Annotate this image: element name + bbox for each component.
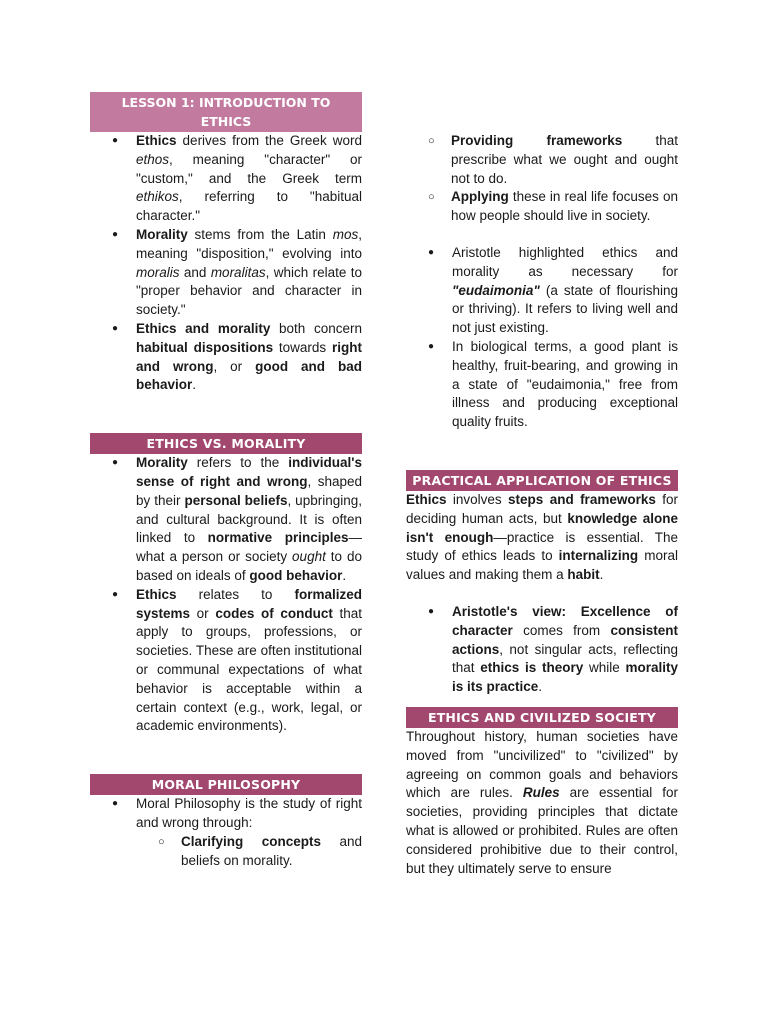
practical-application-list [406,603,678,697]
text-run: Morality [136,226,188,242]
text-run: derives from the Greek word [176,133,362,148]
text-run: Ethics and morality [136,320,271,336]
list-item [90,320,362,395]
moral-philosophy-sublist-right [360,132,678,226]
text-run: that apply to groups, professions, or societies. These are often institutional or communal expectations of what behavior is acceptable within a certain context (e.g., work, legal, or academic environments). [136,605,362,734]
text-run: good behavior [249,567,343,583]
text-run: personal beliefs [184,492,288,508]
text-run: mos [332,226,359,242]
text-run: ethics is theory [480,660,584,676]
civilized-society-paragraph [406,728,678,878]
text-run: , not singular acts, reflecting that [452,641,678,676]
moral-philosophy-list [90,795,362,833]
ethics-vs-morality-list [90,454,362,736]
text-run: towards [273,339,332,355]
text-run: Ethics [136,586,177,602]
text-run: codes of conduct [215,605,333,621]
text-run: (a state of flourishing or thriving). It refers to living well and not just existing. [452,282,678,336]
text-run: individual's sense of right and wrong [136,455,362,489]
text-run: Morality [136,455,188,471]
text-run: —practice is essential. The study of ethics leads to [406,529,679,564]
text-run: right and wrong [136,339,362,374]
text-run: , upbringing, and cultural background. It is often linked to [136,492,362,546]
lesson-header: LESSON 1: INTRODUCTION TO ETHICS [90,92,362,132]
text-run: to do based on ideals of [136,549,363,583]
text-run: knowledge alone isn't enough [406,510,678,545]
text-run: moralitas [210,264,266,280]
text-run: In biological terms, a good plant is healthy, fruit-bearing, and growing in a state of "eudaimonia," free from illness and producing exceptional quality fruits. [452,338,678,430]
list-item [360,132,678,188]
text-run: are essential for societies, providing principles that dictate what is allowed or prohibited. Rules are often considered prohibitive due to their control, but they ultimately serve to ensure [406,785,678,876]
right-column [406,132,678,878]
text-run: , or [213,358,256,374]
text-run: and beliefs on morality. [181,833,362,868]
text-run: or [190,605,216,621]
text-run: , meaning "character" or "custom," and the Greek term [136,151,362,186]
text-run: . [538,679,543,695]
text-run: these in real life focuses on how people should live in society. [451,189,678,224]
text-run: Aristotle's view: Excellence of character [452,603,678,638]
text-run: habit [567,567,600,583]
civilized-society-header: ETHICS AND CIVILIZED SOCIETY [406,707,678,728]
text-run: Ethics [406,491,447,507]
text-run: ethos [136,151,170,167]
list-item [90,833,362,871]
text-run: . [342,567,347,583]
text-run: Applying [451,189,509,205]
list-item [406,603,678,697]
practical-application-header: PRACTICAL APPLICATION OF ETHICS [406,470,678,491]
list-item [90,226,362,320]
text-run: that prescribe what we ought and ought not to do. [451,133,678,186]
list-item [90,132,362,226]
list-item [90,586,362,736]
text-run: involves [446,491,509,507]
text-run: moral values and making them a [406,548,678,583]
aristotle-list [406,244,678,432]
list-item [406,338,678,432]
ethics-vs-morality-header: ETHICS VS. MORALITY [90,433,362,454]
text-run: Ethics [136,133,177,148]
text-run: Moral Philosophy is the study of right and wrong through: [136,796,362,830]
list-item [90,454,362,586]
text-run: consistent actions [452,622,678,657]
text-run: Rules [522,785,560,801]
text-run: , which relate to "proper behavior and character in society." [136,264,363,318]
text-run: Aristotle highlighted ethics and morality as necessary for [452,244,678,279]
text-run: stems from the Latin [187,226,333,242]
text-run: morality is its practice [452,660,678,695]
text-run: Clarifying concepts [181,833,321,849]
text-run: and [179,264,211,280]
text-run: habitual dispositions [136,339,274,355]
text-run: refers to the [187,455,289,471]
text-run: Providing frameworks [451,133,623,148]
text-run: . [599,567,604,583]
text-run: , referring to "habitual character." [136,189,362,224]
text-run: both concern [270,320,362,336]
text-run: steps and frameworks [508,491,656,507]
list-item [90,795,362,833]
text-run: formalized systems [136,586,362,621]
text-run: relates to [176,586,295,602]
text-run: , meaning "disposition," evolving into [136,226,362,261]
text-run: while [583,660,626,676]
text-run: normative principles [207,530,349,546]
text-run: internalizing [558,548,639,564]
moral-philosophy-sublist-left [90,833,362,871]
text-run: ought [292,549,326,565]
text-run: good and bad behavior [136,358,362,393]
text-run: ethikos [136,189,179,205]
text-run: comes from [512,622,611,638]
practical-application-paragraph [406,491,678,585]
moral-philosophy-header: MORAL PHILOSOPHY [90,774,362,795]
intro-list [90,132,362,395]
text-run: . [192,377,197,393]
text-run: for deciding human acts, but [406,491,678,526]
text-run: "eudaimonia" [452,282,540,298]
text-run: Throughout history, human societies have moved from "uncivilized" to "civilized" by agreeing on common goals and behaviors which are rules. [406,728,678,801]
list-item [360,188,678,226]
text-run: —what a person or society [136,530,362,565]
list-item [406,244,678,338]
text-run: , shaped by their [136,473,362,508]
text-run: moralis [136,264,180,280]
left-column [90,92,362,870]
